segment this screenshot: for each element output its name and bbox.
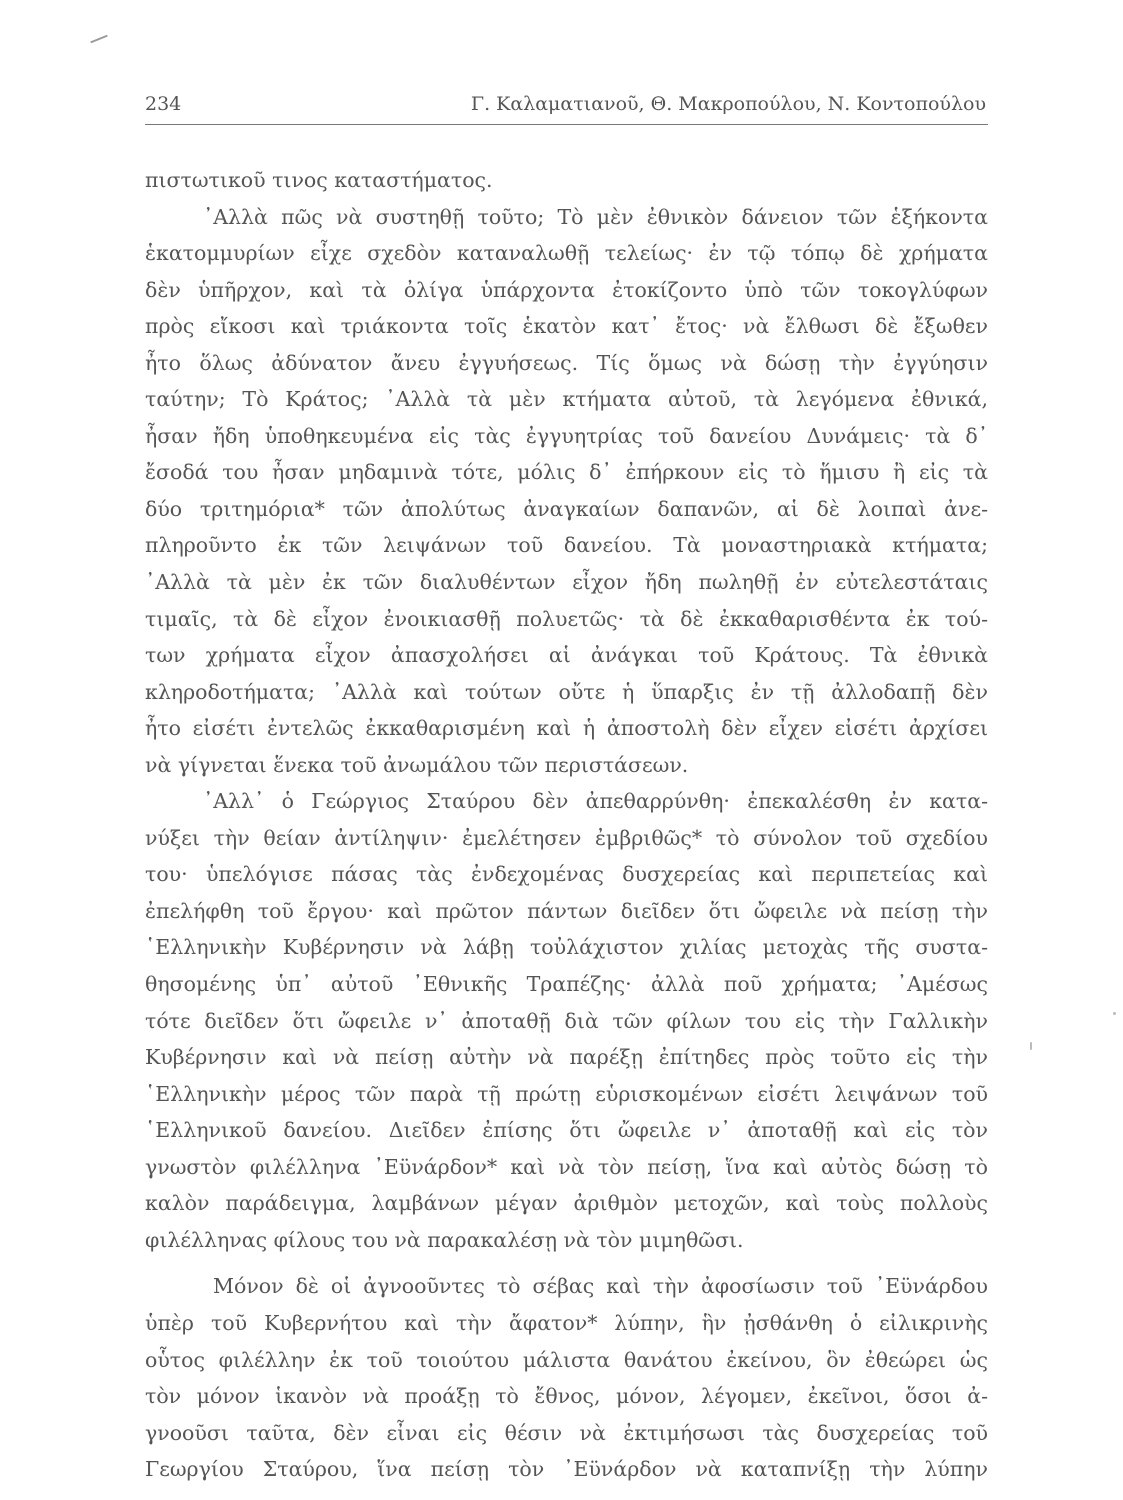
text-line: Μόνον δὲ οἱ ἀγνοοῦντες τὸ σέβας καὶ τὴν ἀφοσίωσιν τοῦ ᾿Εϋνάρδου (213, 1274, 988, 1299)
text-line: τιμαῖς, τὰ δὲ εἶχον ἐνοικιασθῇ πολυετῶς· τὰ δὲ ἐκκαθαρισθέντα ἐκ τού- (145, 606, 988, 631)
stray-pen-mark (90, 35, 107, 44)
text-line: φιλέλληνας φίλους του νὰ παρακαλέσῃ νὰ τὸν μιμηθῶσι. (145, 1227, 744, 1252)
text-line: δὲν ὑπῆρχον, καὶ τὰ ὀλίγα ὑπάρχοντα ἐτοκίζοντο ὑπὸ τῶν τοκογλύφων (145, 277, 988, 302)
text-line: νύξει τὴν θείαν ἀντίληψιν· ἐμελέτησεν ἐμβριθῶς* τὸ σύνολον τοῦ σχεδίου (145, 825, 988, 850)
text-line: ἦτο εἰσέτι ἐντελῶς ἐκκαθαρισμένη καὶ ἡ ἀποστολὴ δὲν εἶχεν εἰσέτι ἀρχίσει (145, 716, 988, 741)
text-line: ᾿Αλλ᾿ ὁ Γεώργιος Σταύρου δὲν ἀπεθαρρύνθη· ἐπεκαλέσθη ἐν κατα- (203, 789, 988, 814)
text-line: τὸν μόνον ἱκανὸν νὰ προάξῃ τὸ ἔθνος, μόνον, λέγομεν, ἐκεῖνοι, ὅσοι ἀ- (145, 1384, 988, 1409)
paragraph (145, 162, 988, 199)
paragraph (145, 199, 988, 784)
running-head: Γ. Καλαματιανοῦ, Θ. Μακροπούλου, Ν. Κοντοπούλου (470, 93, 986, 115)
paragraph-gap (145, 1258, 988, 1268)
text-line: κληροδοτήματα; ᾿Αλλὰ καὶ τούτων οὔτε ἡ ὕπαρξις ἐν τῇ ἀλλοδαπῇ δὲν (145, 679, 988, 704)
text-line: πιστωτικοῦ τινος καταστήματος. (145, 168, 493, 192)
text-line: ἔσοδά του ἦσαν μηδαμινὰ τότε, μόλις δ᾿ ἐπήρκουν εἰς τὸ ἥμισυ ἢ εἰς τὰ (145, 460, 988, 485)
text-line: ᾿Αλλὰ τὰ μὲν ἐκ τῶν διαλυθέντων εἶχον ἤδη πωληθῇ ἐν εὐτελεστάταις (145, 570, 988, 595)
scan-speck (1113, 1012, 1116, 1015)
text-line: ταύτην; Τὸ Κράτος; ᾿Αλλὰ τὰ μὲν κτήματα αὐτοῦ, τὰ λεγόμενα ἐθνικά, (145, 387, 988, 412)
text-line: ῾Ελληνικὴν Κυβέρνησιν νὰ λάβῃ τοὐλάχιστον χιλίας μετοχὰς τῆς συστα- (145, 935, 988, 960)
text-line: ἦσαν ἤδη ὑποθηκευμένα εἰς τὰς ἐγγυητρίας τοῦ δανείου Δυνάμεις· τὰ δ᾿ (145, 423, 988, 448)
text-line: νὰ γίγνεται ἕνεκα τοῦ ἀνωμάλου τῶν περιστάσεων. (145, 752, 689, 777)
page-number: 234 (145, 93, 182, 115)
text-line: πληροῦντο ἐκ τῶν λειψάνων τοῦ δανείου. Τὰ μοναστηριακὰ κτήματα; (145, 533, 988, 558)
text-line: ἦτο ὅλως ἀδύνατον ἄνευ ἐγγυήσεως. Τίς ὅμως νὰ δώσῃ τὴν ἐγγύησιν (145, 350, 988, 375)
text-line: τότε διεῖδεν ὅτι ὤφειλε ν᾿ ἀποταθῇ διὰ τῶν φίλων του εἰς τὴν Γαλλικὴν (145, 1008, 988, 1033)
text-line: γνωστὸν φιλέλληνα ᾿Εϋνάρδον* καὶ νὰ τὸν πείσῃ, ἵνα καὶ αὐτὸς δώσῃ τὸ (145, 1154, 988, 1179)
scan-speck (1030, 1042, 1032, 1050)
text-line: δύο τριτημόρια* τῶν ἀπολύτως ἀναγκαίων δαπανῶν, αἱ δὲ λοιπαὶ ἀνε- (145, 496, 988, 521)
text-line: ἑκατομμυρίων εἶχε σχεδὸν καταναλωθῇ τελείως· ἐν τῷ τόπῳ δὲ χρήματα (145, 241, 988, 266)
text-line: ἐπελήφθη τοῦ ἔργου· καὶ πρῶτον πάντων διεῖδεν ὅτι ὤφειλε νὰ πείσῃ τὴν (145, 898, 988, 923)
body-text (145, 162, 988, 1488)
text-line: ᾿Αλλὰ πῶς νὰ συστηθῇ τοῦτο; Τὸ μὲν ἐθνικὸν δάνειον τῶν ἑξήκοντα (203, 204, 988, 229)
text-line: πρὸς εἴκοσι καὶ τριάκοντα τοῖς ἑκατὸν κατ᾿ ἔτος· νὰ ἔλθωσι δὲ ἔξωθεν (145, 314, 988, 339)
paragraph (145, 783, 988, 1258)
text-line: των χρήματα εἶχον ἀπασχολήσει αἱ ἀνάγκαι τοῦ Κράτους. Τὰ ἐθνικὰ (145, 643, 988, 668)
text-line: καλὸν παράδειγμα, λαμβάνων μέγαν ἀριθμὸν μετοχῶν, καὶ τοὺς πολλοὺς (145, 1191, 988, 1216)
text-line: Γεωργίου Σταύρου, ἵνα πείσῃ τὸν ᾿Εϋνάρδον νὰ καταπνίξῃ τὴν λύπην (145, 1457, 988, 1482)
text-line: ὑπὲρ τοῦ Κυβερνήτου καὶ τὴν ἄφατον* λύπην, ἣν ᾐσθάνθη ὁ εἰλικρινὴς (145, 1310, 988, 1335)
paragraph (145, 1268, 988, 1487)
text-line: του· ὑπελόγισε πάσας τὰς ἐνδεχομένας δυσχερείας καὶ περιπετείας καὶ (145, 862, 988, 887)
text-line: οὗτος φιλέλλην ἐκ τοῦ τοιούτου μάλιστα θανάτου ἐκείνου, ὃν ἐθεώρει ὡς (145, 1347, 988, 1372)
page-header (145, 90, 988, 125)
text-line: ῾Ελληνικὴν μέρος τῶν παρὰ τῇ πρώτῃ εὑρισκομένων εἰσέτι λειψάνων τοῦ (145, 1081, 988, 1106)
text-line: Κυβέρνησιν καὶ νὰ πείσῃ αὐτὴν νὰ παρέξῃ ἐπίτηδες πρὸς τοῦτο εἰς τὴν (145, 1045, 988, 1070)
text-line: θησομένης ὑπ᾿ αὐτοῦ ᾿Εθνικῆς Τραπέζης· ἀλλὰ ποῦ χρήματα; ᾿Αμέσως (145, 972, 988, 997)
text-line: ῾Ελληνικοῦ δανείου. Διεῖδεν ἐπίσης ὅτι ὤφειλε ν᾿ ἀποταθῇ καὶ εἰς τὸν (145, 1118, 988, 1143)
text-line: γνοοῦσι ταῦτα, δὲν εἶναι εἰς θέσιν νὰ ἐκτιμήσωσι τὰς δυσχερείας τοῦ (145, 1420, 988, 1445)
